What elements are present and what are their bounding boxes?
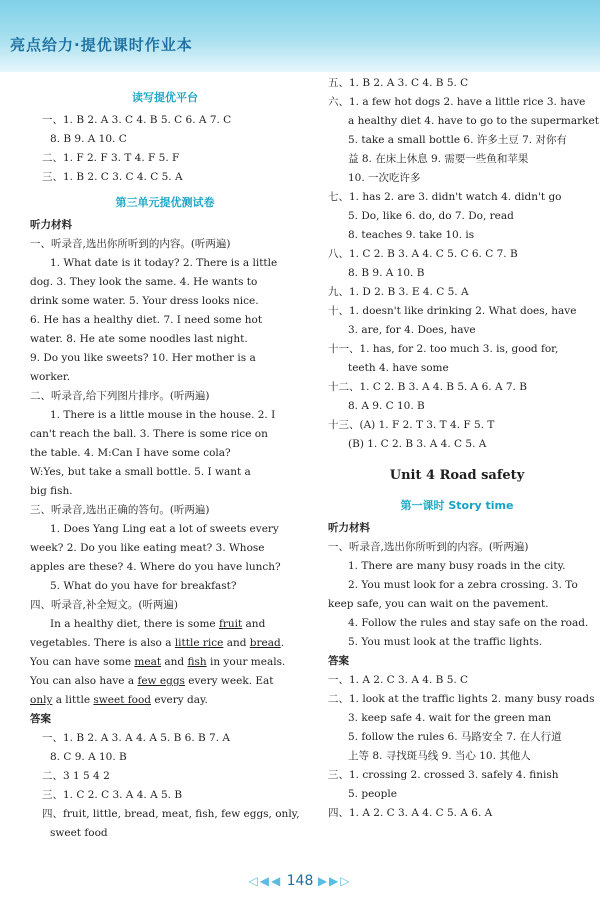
next-arrows-icon: ▶▶▷ <box>317 874 352 888</box>
passage-text: You can also have a <box>30 675 138 687</box>
listening-label: 听力材料 <box>328 522 370 534</box>
answer-line: 十一、1. has, for 2. too much 3. is, good for, <box>328 343 559 355</box>
answer-line: 十二、1. C 2. B 3. A 4. B 5. A 6. A 7. B <box>328 381 527 393</box>
text-line: can't reach the ball. 3. There is some rice on <box>30 428 268 440</box>
text-line: 5. What do you have for breakfast? <box>50 580 237 592</box>
answer-line: 八、1. C 2. B 3. A 4. C 5. C 6. C 7. B <box>328 248 518 260</box>
answer-line: teeth 4. have some <box>348 362 449 374</box>
answer-line: 8. B 9. A 10. B <box>348 267 425 279</box>
text-line: water. 8. He ate some noodles last night. <box>30 333 248 345</box>
page-footer <box>0 873 600 889</box>
answers-label: 答案 <box>328 655 349 667</box>
text-line: 1. There are many busy roads in the city. <box>348 560 566 572</box>
text-line: 1. Does Yang Ling eat a lot of sweets every <box>50 523 279 535</box>
answer-line: 五、1. B 2. A 3. C 4. B 5. C <box>328 77 469 89</box>
answer-line: 3. are, for 4. Does, have <box>348 324 476 336</box>
fill-answer: sweet food <box>93 694 152 706</box>
passage-line <box>30 634 300 653</box>
fill-answer: little rice <box>174 637 224 649</box>
question-title: 四、听录音,补全短文。(听两遍) <box>30 599 179 611</box>
text-line: apples are these? 4. Where do you have lunch? <box>30 561 281 573</box>
fill-answer: fruit <box>218 618 243 630</box>
passage-text: and <box>161 656 188 668</box>
passage-text: every week. Eat <box>184 675 274 687</box>
answers-label: 答案 <box>30 713 51 725</box>
left-column <box>30 82 300 843</box>
passage-line <box>30 691 300 710</box>
text-line: 5. You must look at the traffic lights. <box>348 636 543 648</box>
answer-line: 一、1. B 2. A 3. C 4. B 5. C 6. A 7. C <box>42 114 232 126</box>
text-line: 1. What date is it today? 2. There is a little <box>50 257 278 269</box>
question-title: 一、听录音,选出你所听到的内容。(听两遍) <box>328 541 529 553</box>
fill-answer: bread <box>249 637 281 649</box>
answer-line: 5. people <box>348 788 397 800</box>
answer-line: 8. teaches 9. take 10. is <box>348 229 475 241</box>
answer-line: 8. B 9. A 10. C <box>50 133 127 145</box>
answer-line: 二、3 1 5 4 2 <box>42 770 110 782</box>
answer-line: a healthy diet 4. have to go to the supermarket <box>348 115 599 127</box>
text-line: worker. <box>30 371 71 383</box>
passage-text: and <box>242 618 266 630</box>
section-title: 读写提优平台 <box>132 91 198 104</box>
answer-line: 益 8. 在床上休息 9. 需要一些鱼和苹果 <box>348 153 529 165</box>
question-title: 三、听录音,选出正确的答句。(听两遍) <box>30 504 210 516</box>
passage-line <box>30 672 300 691</box>
answer-line: 四、1. A 2. C 3. A 4. C 5. A 6. A <box>328 807 493 819</box>
text-line: big fish. <box>30 485 73 497</box>
answer-line: 三、1. C 2. C 3. A 4. A 5. B <box>42 789 183 801</box>
text-line: keep safe, you can wait on the pavement. <box>328 598 549 610</box>
prev-arrows-icon: ◁◀◀ <box>248 874 283 888</box>
header-band <box>0 0 600 72</box>
listening-label: 听力材料 <box>30 219 72 231</box>
answer-line: 8. A 9. C 10. B <box>348 400 425 412</box>
passage-text: In a healthy diet, there is some <box>50 618 219 630</box>
answer-line: 九、1. D 2. B 3. E 4. C 5. A <box>328 286 469 298</box>
answer-line: 一、1. B 2. A 3. A 4. A 5. B 6. B 7. A <box>42 732 230 744</box>
fill-answer: few eggs <box>137 675 185 687</box>
text-line: drink some water. 5. Your dress looks nice. <box>30 295 259 307</box>
passage-line <box>30 653 300 672</box>
answer-line: (B) 1. C 2. B 3. A 4. C 5. A <box>348 438 487 450</box>
passage-text: vegetables. There is also a <box>30 637 175 649</box>
answer-line: sweet food <box>50 827 108 839</box>
answer-line: 六、1. a few hot dogs 2. have a little rice 3. have <box>328 96 586 108</box>
answer-line: 一、1. A 2. C 3. A 4. B 5. C <box>328 674 469 686</box>
answer-line: 十三、(A) 1. F 2. T 3. T 4. F 5. T <box>328 419 495 431</box>
fill-answer: fish <box>187 656 207 668</box>
fill-answer: meat <box>134 656 162 668</box>
answer-line: 上等 8. 寻找斑马线 9. 当心 10. 其他人 <box>348 750 531 762</box>
section-title: 第三单元提优测试卷 <box>115 196 215 209</box>
unit-title: Unit 4 Road safety <box>389 468 525 483</box>
text-line: week? 2. Do you like eating meat? 3. Whose <box>30 542 265 554</box>
text-line: 2. You must look for a zebra crossing. 3. To <box>348 579 578 591</box>
passage-text: You can have some <box>30 656 135 668</box>
question-title: 一、听录音,选出你所听到的内容。(听两遍) <box>30 238 231 250</box>
question-title: 二、听录音,给下列图片排序。(听两遍) <box>30 390 210 402</box>
answer-line: 10. 一次吃许多 <box>348 172 421 184</box>
lesson-title: 第一课时 Story time <box>400 499 514 512</box>
text-line: 9. Do you like sweets? 10. Her mother is a <box>30 352 256 364</box>
answer-line: 七、1. has 2. are 3. didn't watch 4. didn't go <box>328 191 562 203</box>
text-line: the table. 4. M:Can I have some cola? <box>30 447 231 459</box>
answer-line: 二、1. look at the traffic lights 2. many busy roads <box>328 693 595 705</box>
answer-line: 5. take a small bottle 6. 许多土豆 7. 对你有 <box>348 134 567 146</box>
answer-line: 5. Do, like 6. do, do 7. Do, read <box>348 210 514 222</box>
answer-line: 三、1. crossing 2. crossed 3. safely 4. finish <box>328 769 559 781</box>
answer-line: 四、fruit, little, bread, meat, fish, few eggs, only, <box>42 808 300 820</box>
text-line: 6. He has a healthy diet. 7. I need some hot <box>30 314 263 326</box>
answer-line: 3. keep safe 4. wait for the green man <box>348 712 552 724</box>
text-line: dog. 3. They look the same. 4. He wants to <box>30 276 258 288</box>
answer-line: 5. follow the rules 6. 马路安全 7. 在人行道 <box>348 731 562 743</box>
text-line: 1. There is a little mouse in the house. 2. I <box>50 409 276 421</box>
book-title: 亮点给力·提优课时作业本 <box>10 36 193 54</box>
answer-line: 二、1. F 2. F 3. T 4. F 5. F <box>42 152 180 164</box>
passage-text: every day. <box>151 694 208 706</box>
fill-answer: only <box>30 694 53 706</box>
text-line: W:Yes, but take a small bottle. 5. I want a <box>30 466 251 478</box>
passage-text: in your meals. <box>206 656 286 668</box>
text-line: 4. Follow the rules and stay safe on the road. <box>348 617 589 629</box>
passage-line <box>30 615 300 634</box>
passage-text: a little <box>52 694 94 706</box>
right-column <box>328 74 599 823</box>
passage-text: . <box>280 637 285 649</box>
answer-line: 8. C 9. A 10. B <box>50 751 127 763</box>
passage-text: and <box>223 637 250 649</box>
page-number: 148 <box>286 873 314 889</box>
answer-line: 十、1. doesn't like drinking 2. What does, have <box>328 305 577 317</box>
answer-line: 三、1. B 2. C 3. C 4. C 5. A <box>42 171 183 183</box>
